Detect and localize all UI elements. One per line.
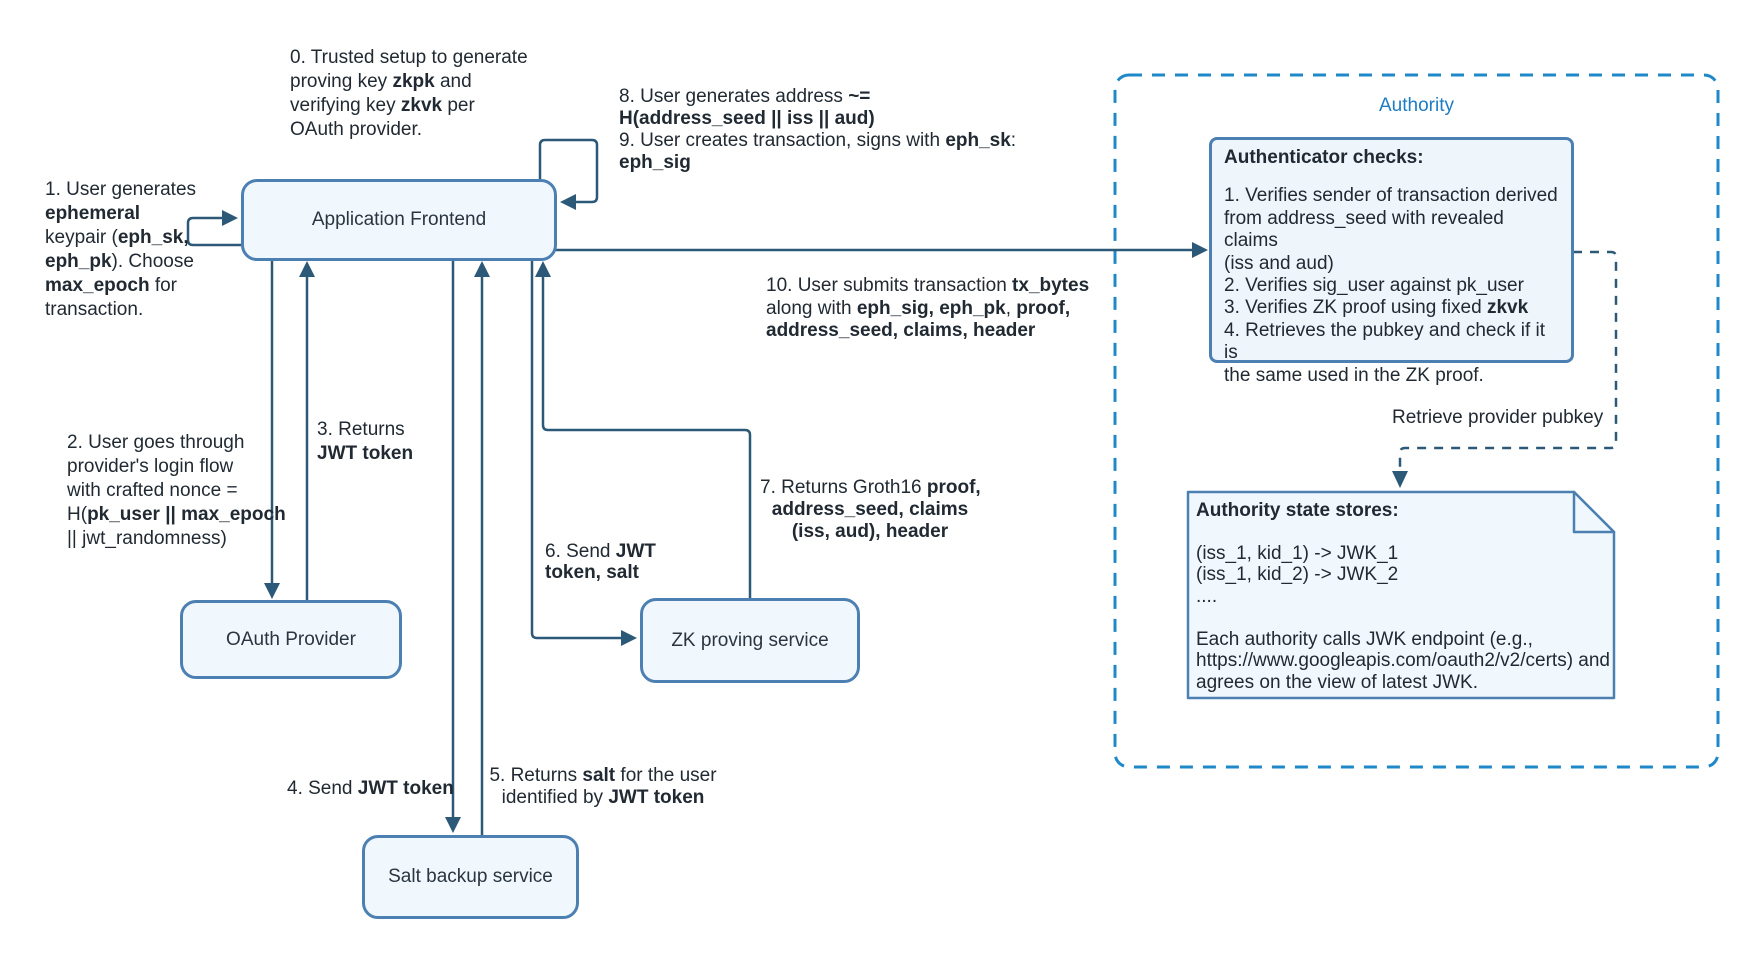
node-salt-backup-service-label: Salt backup service — [388, 866, 553, 887]
annotation-step-4: 4. Send JWT token — [287, 778, 454, 799]
authenticator-checks-body: 1. Verifies sender of transaction derived from address_seed with revealed claims (iss and aud) 2. Verifies sig_user against pk_user 3. Verifies ZK proof using fixed zkvk 4. Retrieves the pubkey and check if it is the same used in the ZK proof. — [1224, 185, 1558, 386]
arrow-send-jwt-salt — [532, 259, 637, 646]
annotation-retrieve-pubkey: Retrieve provider pubkey — [1392, 407, 1604, 428]
authenticator-checks-panel — [1209, 137, 1574, 386]
node-application-frontend-label: Application Frontend — [311, 209, 487, 230]
node-application-frontend — [241, 179, 557, 261]
authenticator-checks-title: Authenticator checks: — [1224, 147, 1424, 168]
annotation-steps-8-9: 8. User generates address ~= H(address_seed || iss || aud) 9. User creates transaction, signs with eph_sk: eph_sig — [619, 86, 1017, 173]
authority-store-text — [1196, 500, 1611, 693]
node-oauth-provider-label: OAuth Provider — [226, 628, 356, 650]
authority-store-title: Authority state stores: — [1196, 500, 1399, 521]
node-zk-proving-service-label: ZK proving service — [671, 629, 829, 651]
annotation-step-7: 7. Returns Groth16 proof, address_seed, claims (iss, aud), header — [760, 477, 981, 542]
node-salt-backup-service — [362, 835, 579, 919]
annotation-step-3: 3. Returns JWT token — [317, 419, 414, 464]
arrow-returns-jwt — [299, 261, 315, 600]
annotation-step-0: 0. Trusted setup to generate proving key zkpk and verifying key zkvk per OAuth provider. — [290, 47, 528, 140]
annotation-step-2: 2. User goes through provider's login flow with crafted nonce = H(pk_user || max_epoch || jwt_randomness) — [67, 432, 286, 549]
arrow-send-jwt — [445, 259, 461, 833]
arrow-returns-salt — [474, 261, 490, 835]
authority-store-body: (iss_1, kid_1) -> JWK_1 (iss_1, kid_2) -> JWK_2 .... Each authority calls JWK endpoint (e.g., https://www.googleapis.com/oauth2/v2/certs) and agrees on the view of latest JWK. — [1196, 542, 1611, 693]
node-zk-proving-service — [640, 598, 860, 683]
annotation-step-5: 5. Returns salt for the user identified by JWT token — [489, 765, 717, 808]
arrow-submit-transaction — [555, 242, 1208, 258]
annotation-step-10: 10. User submits transaction tx_bytes along with eph_sig, eph_pk, proof, address_seed, claims, header — [766, 275, 1090, 341]
node-oauth-provider — [180, 600, 402, 679]
annotation-step-1: 1. User generates ephemeral keypair (eph_sk, eph_pk). Choose max_epoch for transaction. — [45, 179, 197, 320]
annotation-step-6: 6. Send JWT token, salt — [545, 541, 656, 583]
authority-title: Authority — [1379, 95, 1454, 116]
